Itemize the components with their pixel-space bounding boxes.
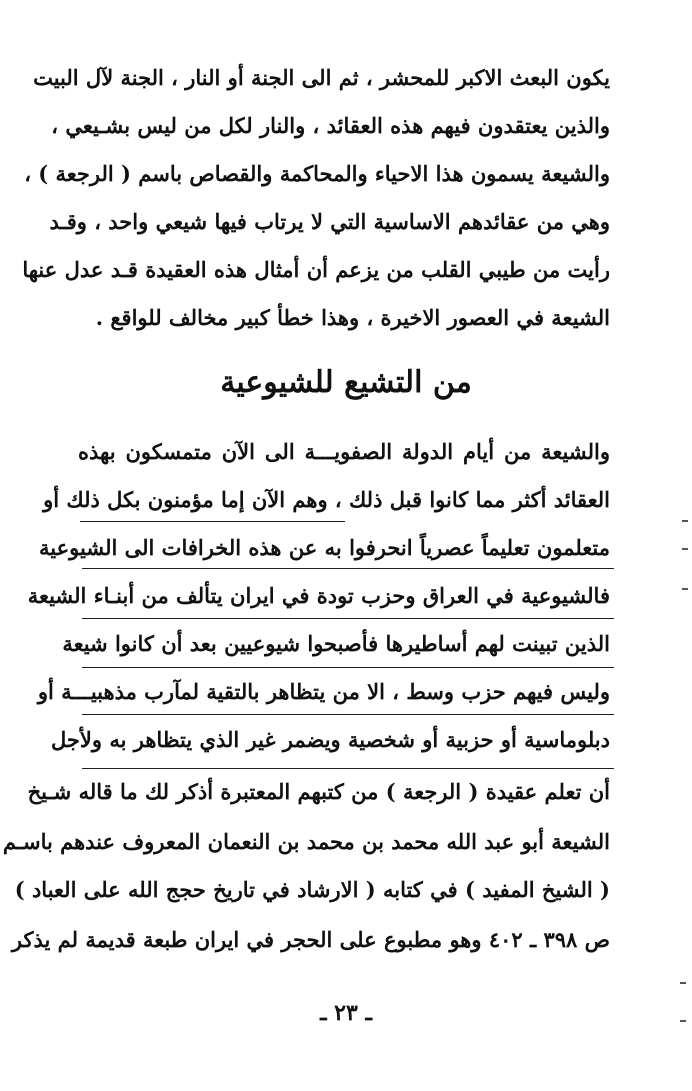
paragraph2-line-6: وليس فيهم حزب وسط ، الا من يتظاهر بالتقية لمآرب مذهبيـــة أو [37, 679, 610, 704]
paragraph2-line-9: الشيعة أبو عبد الله محمد بن محمد بن النعمان المعروف عندهم باسـم [2, 829, 610, 854]
paragraph2-line-4: فالشيوعية في العراق وحزب تودة في ايران يتألف من أبنـاء الشيعة [27, 583, 610, 608]
pen-underline [82, 568, 614, 569]
paragraph2-line-3: متعلمون تعليماً عصرياً انحرفوا به عن هذه الخرافات الى الشيوعية [39, 535, 610, 560]
paragraph1-line-4: وهي من عقائدهم الاساسية التي لا يرتاب فيها شيعي واحد ، وقـد [49, 209, 610, 234]
paragraph2-line-2: العقائد أكثر مما كانوا قبل ذلك ، وهم الآن إما مؤمنون بكل ذلك أو [43, 487, 610, 512]
scan-speck [680, 982, 686, 984]
scan-speck [680, 1020, 686, 1022]
section-heading: من التشيع للشيوعية [220, 365, 472, 400]
paragraph2-line-5: الذين تبينت لهم أساطيرها فأصبحوا شيوعيين بعد أن كانوا شيعة [62, 631, 610, 656]
paragraph1-line-2: والذين يعتقدون فيهم هذه العقائد ، والنار لكل من ليس بشـيعي ، [51, 113, 610, 138]
scan-speck [682, 520, 688, 522]
paragraph1-line-5: رأيت من طيبي القلب من يزعم أن أمثال هذه العقيدة قـد عدل عنها [22, 257, 610, 282]
pen-underline [80, 521, 345, 522]
paragraph1-line-6: الشيعة في العصور الاخيرة ، وهذا خطأ كبير مخالف للواقع . [95, 305, 610, 330]
paragraph1-line-1: يكون البعث الاكبر للمحشر ، ثم الى الجنة أو النار ، الجنة لآل البيت [33, 65, 610, 90]
pen-underline [82, 618, 614, 619]
paragraph1-line-3: والشيعة يسمون هذا الاحياء والمحاكمة والقصاص باسم ( الرجعة ) ، [24, 161, 610, 186]
scan-speck [682, 548, 688, 550]
page-number: ـ ٢٣ ـ [320, 1000, 372, 1026]
paragraph2-line-8: أن تعلم عقيدة ( الرجعة ) من كتبهم المعتبرة أذكر لك ما قاله شـيخ [27, 779, 610, 804]
paragraph2-line-1: والشيعة من أيام الدولة الصفويـــة الى الآن متمسكون بهذه [78, 439, 610, 464]
paragraph2-line-10: ( الشيخ المفيد ) في كتابه ( الارشاد في تاريخ حجج الله على العباد ) [14, 877, 610, 902]
pen-underline [82, 768, 614, 769]
pen-underline [82, 667, 614, 668]
paragraph2-line-11: ص ٣٩٨ ـ ٤٠٢ وهو مطبوع على الحجر في ايران طبعة قديمة لم يذكر [11, 927, 610, 952]
paragraph2-line-7: دبلوماسية أو حزبية أو شخصية ويضمر غير الذي يتظاهر به ولأجل [51, 727, 610, 752]
scan-speck [682, 588, 688, 590]
pen-underline [82, 714, 614, 715]
